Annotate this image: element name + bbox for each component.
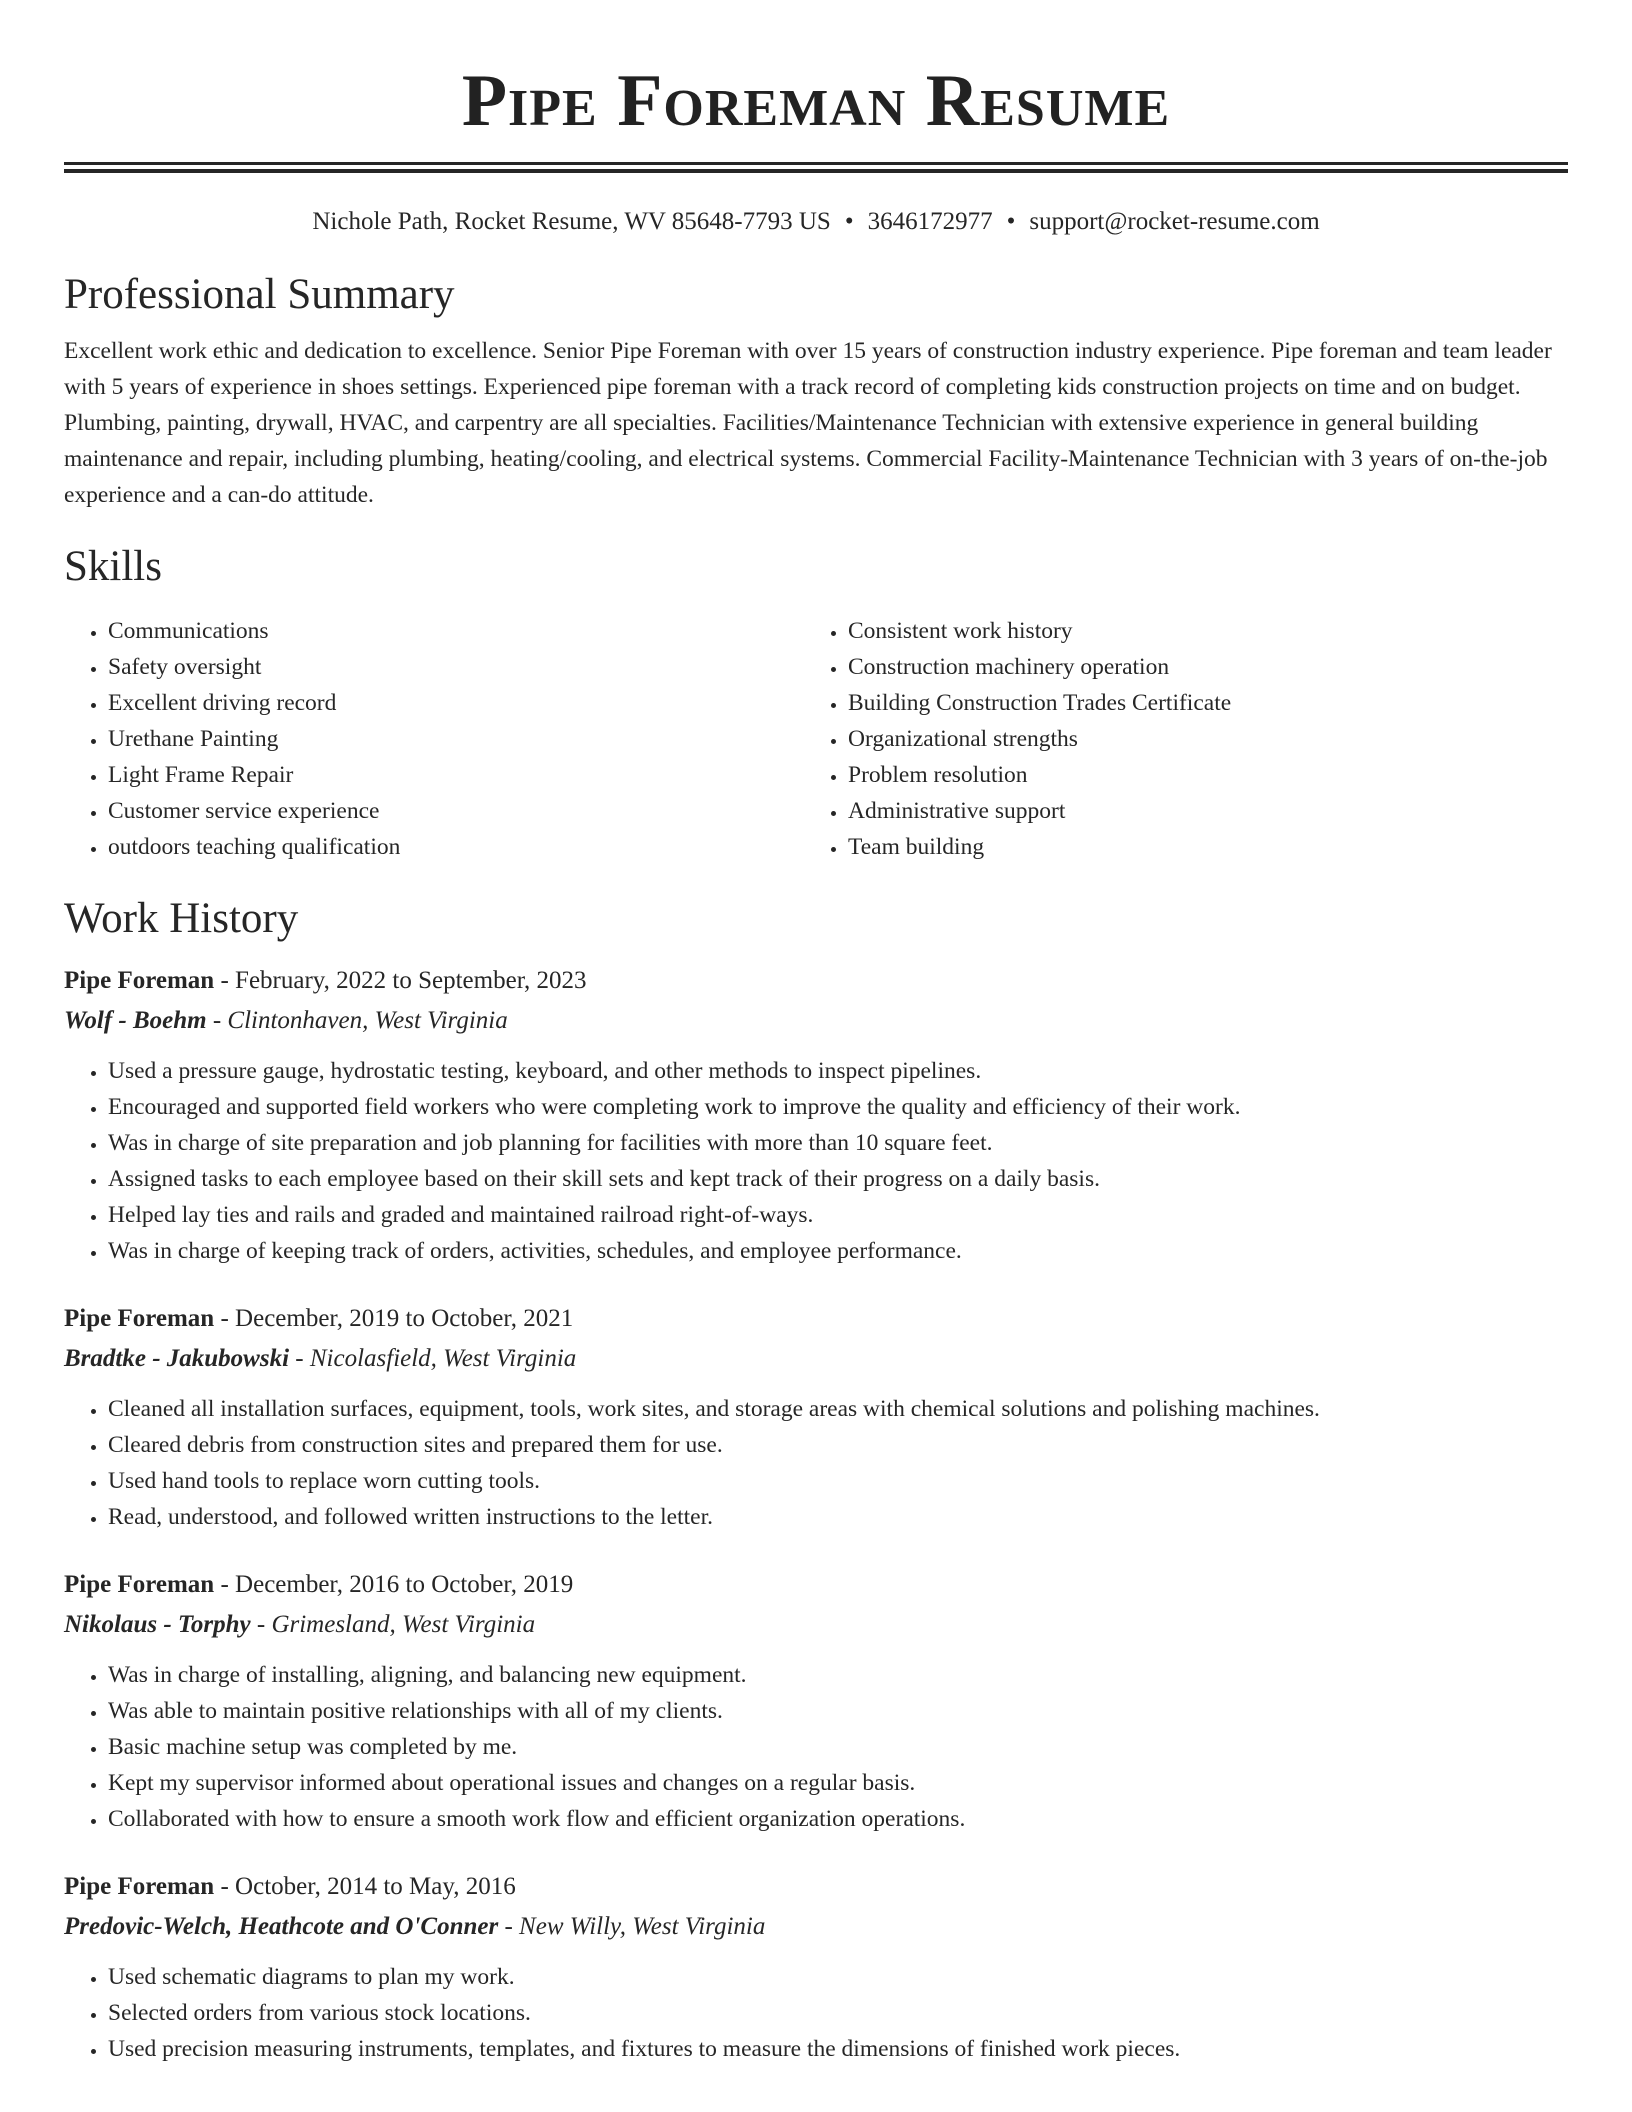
dash: - bbox=[498, 1913, 520, 1940]
employer-line bbox=[64, 1001, 1568, 1041]
title-divider-top bbox=[64, 162, 1568, 165]
duty-item: • Selected orders from various stock locations. bbox=[108, 1995, 1568, 2031]
contact-separator: • bbox=[844, 208, 854, 235]
skill-item: • Customer service experience bbox=[108, 793, 806, 829]
dash: - bbox=[214, 967, 236, 994]
duty-item: • Collaborated with how to ensure a smooth work flow and efficient organization operations. bbox=[108, 1801, 1568, 1837]
skill-item: • Excellent driving record bbox=[108, 685, 806, 721]
job-entry bbox=[64, 1299, 1568, 1535]
skills-column-right bbox=[848, 613, 1568, 865]
resume-page bbox=[64, 0, 1568, 2067]
duty-item: • Used a pressure gauge, hydrostatic testing, keyboard, and other methods to inspect pipelines. bbox=[108, 1053, 1568, 1089]
skill-item: • Administrative support bbox=[848, 793, 1568, 829]
job-duties bbox=[64, 1391, 1568, 1535]
duty-item: • Used hand tools to replace worn cutting tools. bbox=[108, 1463, 1568, 1499]
job-title: Pipe Foreman bbox=[64, 967, 215, 994]
employer-line bbox=[64, 1907, 1568, 1947]
skill-item: • Light Frame Repair bbox=[108, 757, 806, 793]
job-duties bbox=[64, 1053, 1568, 1269]
section-heading-summary: Professional Summary bbox=[64, 271, 455, 318]
contact-line bbox=[64, 207, 1568, 237]
job-location: Nicolasfield, West Virginia bbox=[309, 1345, 577, 1372]
company-name: Predovic-Welch, Heathcote and O'Conner bbox=[64, 1913, 499, 1940]
skill-item: • outdoors teaching qualification bbox=[108, 829, 806, 865]
skill-item: • Safety oversight bbox=[108, 649, 806, 685]
skill-item: • Building Construction Trades Certificate bbox=[848, 685, 1568, 721]
duty-item: • Was able to maintain positive relationships with all of my clients. bbox=[108, 1693, 1568, 1729]
skill-item: • Construction machinery operation bbox=[848, 649, 1568, 685]
job-location: Grimesland, West Virginia bbox=[271, 1611, 536, 1638]
job-dates: October, 2014 to May, 2016 bbox=[235, 1873, 516, 1900]
job-location: Clintonhaven, West Virginia bbox=[227, 1007, 508, 1034]
dash: - bbox=[206, 1007, 228, 1034]
company-name: Bradtke - Jakubowski bbox=[64, 1345, 290, 1372]
title-divider-bottom bbox=[64, 169, 1568, 173]
duty-item: • Kept my supervisor informed about operational issues and changes on a regular basis. bbox=[108, 1765, 1568, 1801]
duty-item: • Basic machine setup was completed by me. bbox=[108, 1729, 1568, 1765]
job-entry bbox=[64, 961, 1568, 1269]
duty-item: • Used schematic diagrams to plan my work. bbox=[108, 1959, 1568, 1995]
skill-item: • Consistent work history bbox=[848, 613, 1568, 649]
dash: - bbox=[289, 1345, 310, 1372]
job-dates: February, 2022 to September, 2023 bbox=[235, 967, 587, 994]
contact-address: Nichole Path, Rocket Resume, WV 85648-7793 US bbox=[312, 208, 831, 235]
job-header bbox=[64, 1565, 1568, 1605]
duty-item: • Was in charge of keeping track of orders, activities, schedules, and employee performance. bbox=[108, 1233, 1568, 1269]
duty-item: • Was in charge of site preparation and job planning for facilities with more than 10 square feet. bbox=[108, 1125, 1568, 1161]
job-location: New Willy, West Virginia bbox=[519, 1913, 766, 1940]
job-title: Pipe Foreman bbox=[64, 1305, 215, 1332]
job-header bbox=[64, 1867, 1568, 1907]
job-header bbox=[64, 961, 1568, 1001]
job-duties bbox=[64, 1959, 1568, 2067]
duty-item: • Assigned tasks to each employee based on their skill sets and kept track of their progress on a daily basis. bbox=[108, 1161, 1568, 1197]
resume-title: Pipe Foreman Resume bbox=[461, 60, 1171, 142]
skill-item: • Problem resolution bbox=[848, 757, 1568, 793]
job-entry bbox=[64, 1565, 1568, 1837]
dash: - bbox=[250, 1611, 272, 1638]
dash: - bbox=[214, 1305, 236, 1332]
summary-text: Excellent work ethic and dedication to excellence. Senior Pipe Foreman with over 15 years of construction industry experience. Pipe foreman and team leader with 5 years of experience in shoes settings. Experienced pipe foreman with a track record of completing kids construction projects on time and on budget. Plumbing, painting, drywall, HVAC, and carpentry are all specialties. Facilities/Maintenance Technician with extensive experience in general building maintenance and repair, including plumbing, heating/cooling, and electrical systems. Commercial Facility-Maintenance Technician with 3 years of on-the-job experience and a can-do attitude. bbox=[64, 338, 1552, 508]
skill-item: • Team building bbox=[848, 829, 1568, 865]
dash: - bbox=[214, 1873, 236, 1900]
skill-item: • Organizational strengths bbox=[848, 721, 1568, 757]
job-title: Pipe Foreman bbox=[64, 1873, 215, 1900]
skills-column-left bbox=[64, 613, 806, 865]
contact-email: support@rocket-resume.com bbox=[1029, 208, 1320, 235]
duty-item: • Encouraged and supported field workers who were completing work to improve the quality and efficiency of their work. bbox=[108, 1089, 1568, 1125]
job-duties bbox=[64, 1657, 1568, 1837]
contact-separator: • bbox=[1006, 208, 1016, 235]
duty-item: • Read, understood, and followed written instructions to the letter. bbox=[108, 1499, 1568, 1535]
job-title: Pipe Foreman bbox=[64, 1571, 215, 1598]
duty-item: • Cleared debris from construction sites and prepared them for use. bbox=[108, 1427, 1568, 1463]
duty-item: • Used precision measuring instruments, templates, and fixtures to measure the dimensions of finished work pieces. bbox=[108, 2031, 1568, 2067]
duty-item: • Was in charge of installing, aligning, and balancing new equipment. bbox=[108, 1657, 1568, 1693]
duty-item: • Cleaned all installation surfaces, equipment, tools, work sites, and storage areas with chemical solutions and polishing machines. bbox=[108, 1391, 1568, 1427]
dash: - bbox=[214, 1571, 236, 1598]
skill-item: • Urethane Painting bbox=[108, 721, 806, 757]
job-dates: December, 2019 to October, 2021 bbox=[235, 1305, 574, 1332]
employer-line bbox=[64, 1339, 1568, 1379]
section-heading-skills: Skills bbox=[64, 543, 162, 590]
company-name: Wolf - Boehm bbox=[64, 1007, 207, 1034]
employer-line bbox=[64, 1605, 1568, 1645]
company-name: Nikolaus - Torphy bbox=[64, 1611, 251, 1638]
skills-list bbox=[64, 613, 1568, 865]
skill-item: • Communications bbox=[108, 613, 806, 649]
duty-item: • Helped lay ties and rails and graded and maintained railroad right-of-ways. bbox=[108, 1197, 1568, 1233]
job-entry bbox=[64, 1867, 1568, 2067]
job-dates: December, 2016 to October, 2019 bbox=[235, 1571, 574, 1598]
job-header bbox=[64, 1299, 1568, 1339]
contact-phone: 3646172977 bbox=[867, 208, 993, 235]
section-heading-work-history: Work History bbox=[64, 895, 299, 942]
